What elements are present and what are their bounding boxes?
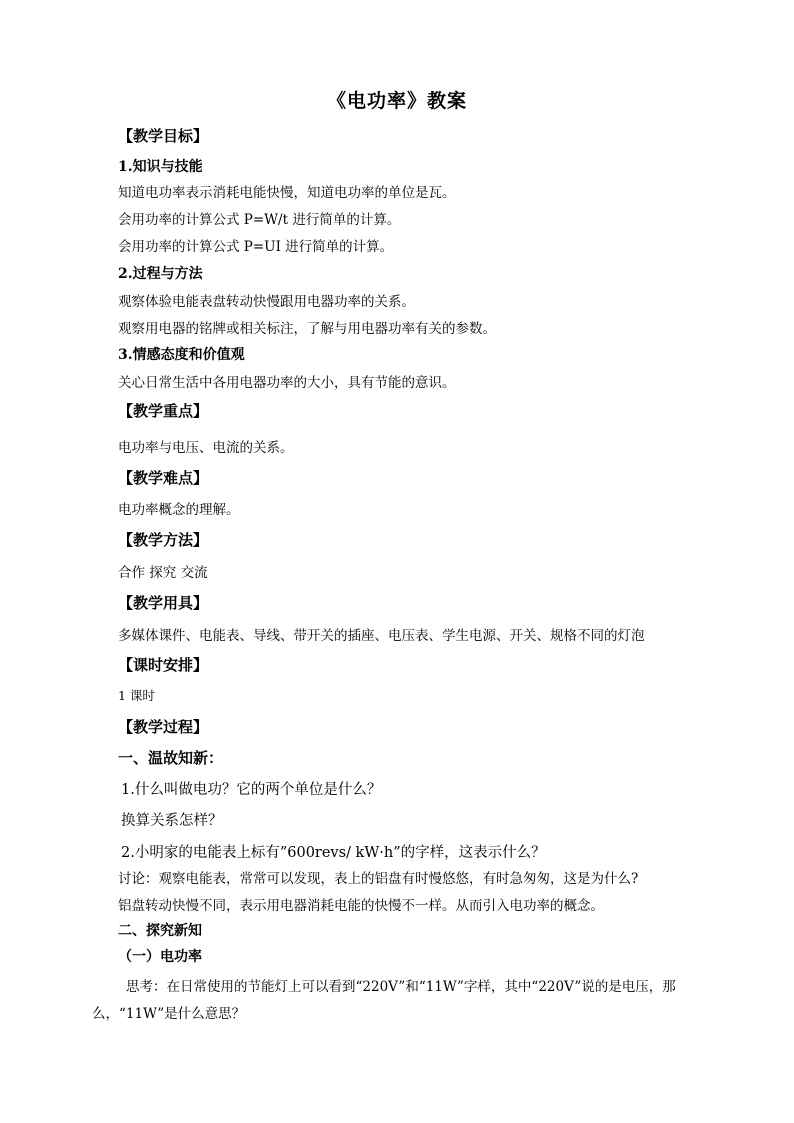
review-question-1: 1.什么叫做电功？它的两个单位是什么？ [121, 782, 382, 798]
process-methods-heading: 2.过程与方法 [118, 266, 203, 282]
difficulties-text: 电功率概念的理解。 [118, 502, 240, 518]
knowledge-skills-heading: 1.知识与技能 [118, 159, 203, 175]
think-line-1: 思考：在日常使用的节能灯上可以看到“220V”和“11W”字样，其中“220V”说的是电压，那 [126, 979, 676, 995]
tools-text: 多媒体课件、电能表、导线、带开关的插座、电压表、学生电源、开关、规格不同的灯泡 [118, 628, 645, 644]
review-question-2: 2.小明家的电能表上标有”600revs/ kW·h”的字样，这表示什么？ [121, 845, 546, 861]
discussion-line-2: 铝盘转动快慢不同，表示用电器消耗电能的快慢不一样。从而引入电功率的概念。 [118, 898, 604, 914]
attitude-line-1: 关心日常生活中各用电器功率的大小，具有节能的意识。 [118, 375, 456, 391]
process-line-2: 观察用电器的铭牌或相关标注，了解与用电器功率有关的参数。 [118, 321, 496, 337]
methods-heading: 【教学方法】 [118, 531, 209, 549]
key-points-text: 电功率与电压、电流的关系。 [118, 440, 294, 456]
review-question-1b: 换算关系怎样？ [121, 813, 223, 829]
schedule-heading: 【课时安排】 [118, 656, 209, 674]
discussion-line-1: 讨论：观察电能表，常常可以发现，表上的铝盘有时慢悠悠，有时急匆匆，这是为什么? [118, 871, 639, 887]
schedule-text: 1 课时 [118, 688, 155, 703]
knowledge-line-1: 知道电功率表示消耗电能快慢，知道电功率的单位是瓦。 [118, 185, 456, 201]
attitude-values-heading: 3.情感态度和价值观 [118, 347, 245, 363]
key-points-heading: 【教学重点】 [118, 402, 209, 420]
document-title: 《电功率》教案 [326, 90, 467, 112]
difficulties-heading: 【教学难点】 [118, 469, 209, 487]
knowledge-line-3: 会用功率的计算公式 P=UI 进行简单的计算。 [118, 239, 394, 255]
explore-subheading-power: （一）电功率 [118, 949, 202, 965]
methods-text: 合作 探究 交流 [118, 565, 208, 581]
objectives-heading: 【教学目标】 [118, 127, 209, 145]
review-heading: 一、温故知新： [118, 749, 224, 767]
process-line-1: 观察体验电能表盘转动快慢跟用电器功率的关系。 [118, 294, 415, 310]
explore-heading: 二、探究新知 [118, 923, 202, 939]
knowledge-line-2: 会用功率的计算公式 P=W/t 进行简单的计算。 [118, 212, 401, 228]
process-heading: 【教学过程】 [118, 718, 209, 736]
tools-heading: 【教学用具】 [118, 594, 209, 612]
think-line-2: 么，“11W”是什么意思？ [92, 1006, 246, 1022]
